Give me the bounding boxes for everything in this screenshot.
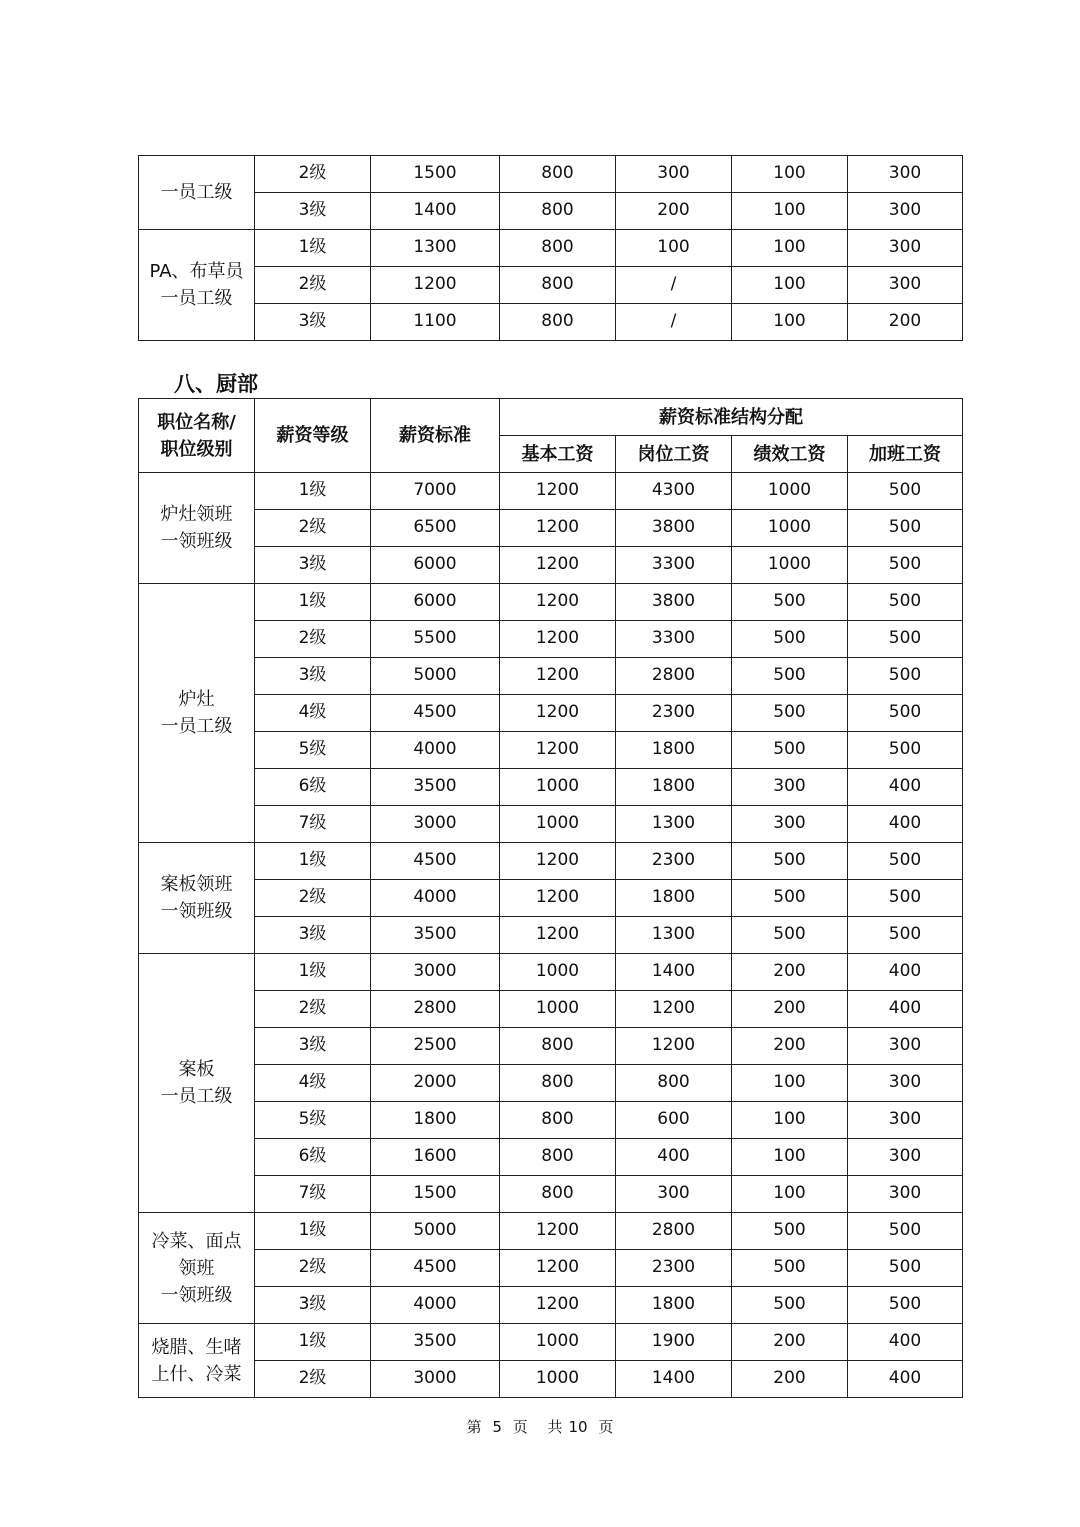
post-wage-cell: 2800 — [616, 658, 732, 695]
header-standard: 薪资标准 — [371, 399, 500, 473]
grade-cell: 3级 — [255, 547, 371, 584]
performance-wage-cell: 200 — [732, 991, 848, 1028]
grade-cell: 6级 — [255, 769, 371, 806]
post-wage-cell: 3300 — [616, 621, 732, 658]
grade-cell: 3级 — [255, 1028, 371, 1065]
grade-cell: 2级 — [255, 156, 371, 193]
post-wage-cell: / — [616, 267, 732, 304]
grade-cell: 5级 — [255, 1102, 371, 1139]
footer-page-current: 5 — [492, 1418, 502, 1436]
table-row — [139, 1361, 963, 1398]
overtime-wage-cell: 500 — [848, 1287, 963, 1324]
standard-cell: 7000 — [371, 473, 500, 510]
position-name-cell: 炉灶 一员工级 — [139, 584, 255, 843]
grade-cell: 1级 — [255, 1213, 371, 1250]
grade-cell: 6级 — [255, 1139, 371, 1176]
post-wage-cell: 1800 — [616, 769, 732, 806]
basic-wage-cell: 800 — [500, 193, 616, 230]
standard-cell: 6500 — [371, 510, 500, 547]
overtime-wage-cell: 300 — [848, 193, 963, 230]
post-wage-cell: 100 — [616, 230, 732, 267]
performance-wage-cell: 100 — [732, 230, 848, 267]
post-wage-cell: 1300 — [616, 917, 732, 954]
header-structure: 薪资标准结构分配 — [500, 399, 963, 436]
overtime-wage-cell: 500 — [848, 1213, 963, 1250]
standard-cell: 1600 — [371, 1139, 500, 1176]
basic-wage-cell: 1200 — [500, 1213, 616, 1250]
grade-cell: 3级 — [255, 658, 371, 695]
table-row — [139, 510, 963, 547]
performance-wage-cell: 100 — [732, 267, 848, 304]
standard-cell: 1300 — [371, 230, 500, 267]
performance-wage-cell: 300 — [732, 806, 848, 843]
post-wage-cell: 1400 — [616, 954, 732, 991]
performance-wage-cell: 500 — [732, 1287, 848, 1324]
post-wage-cell: 1800 — [616, 880, 732, 917]
grade-cell: 1级 — [255, 843, 371, 880]
basic-wage-cell: 1200 — [500, 547, 616, 584]
performance-wage-cell: 500 — [732, 584, 848, 621]
grade-cell: 1级 — [255, 230, 371, 267]
performance-wage-cell: 100 — [732, 156, 848, 193]
table-row — [139, 230, 963, 267]
header-basic: 基本工资 — [500, 436, 616, 473]
grade-cell: 5级 — [255, 732, 371, 769]
standard-cell: 3500 — [371, 917, 500, 954]
grade-cell: 3级 — [255, 1287, 371, 1324]
footer-page-unit: 页 — [512, 1418, 528, 1436]
performance-wage-cell: 300 — [732, 769, 848, 806]
overtime-wage-cell: 500 — [848, 1250, 963, 1287]
grade-cell: 4级 — [255, 1065, 371, 1102]
performance-wage-cell: 100 — [732, 193, 848, 230]
performance-wage-cell: 100 — [732, 1065, 848, 1102]
post-wage-cell: 1400 — [616, 1361, 732, 1398]
table-row — [139, 806, 963, 843]
table-row — [139, 1065, 963, 1102]
post-wage-cell: 2300 — [616, 843, 732, 880]
overtime-wage-cell: 200 — [848, 304, 963, 341]
post-wage-cell: 200 — [616, 193, 732, 230]
table-row — [139, 1213, 963, 1250]
post-wage-cell: 3300 — [616, 547, 732, 584]
performance-wage-cell: 500 — [732, 843, 848, 880]
overtime-wage-cell: 400 — [848, 769, 963, 806]
table-row — [139, 1287, 963, 1324]
position-name-cell: 案板领班 一领班级 — [139, 843, 255, 954]
performance-wage-cell: 500 — [732, 917, 848, 954]
standard-cell: 1400 — [371, 193, 500, 230]
standard-cell: 3500 — [371, 769, 500, 806]
grade-cell: 7级 — [255, 1176, 371, 1213]
overtime-wage-cell: 500 — [848, 695, 963, 732]
standard-cell: 3000 — [371, 806, 500, 843]
standard-cell: 1200 — [371, 267, 500, 304]
basic-wage-cell: 1200 — [500, 621, 616, 658]
performance-wage-cell: 500 — [732, 658, 848, 695]
footer-total-unit: 页 — [598, 1418, 614, 1436]
post-wage-cell: 1200 — [616, 1028, 732, 1065]
basic-wage-cell: 1000 — [500, 769, 616, 806]
salary-table-kitchen — [138, 398, 963, 1398]
standard-cell: 5000 — [371, 1213, 500, 1250]
table-row — [139, 584, 963, 621]
grade-cell: 2级 — [255, 267, 371, 304]
performance-wage-cell: 100 — [732, 1102, 848, 1139]
header-grade: 薪资等级 — [255, 399, 371, 473]
post-wage-cell: 300 — [616, 156, 732, 193]
page-footer — [0, 1416, 1080, 1437]
table-row — [139, 1250, 963, 1287]
standard-cell: 5000 — [371, 658, 500, 695]
position-name-cell: 炉灶领班 一领班级 — [139, 473, 255, 584]
standard-cell: 1100 — [371, 304, 500, 341]
basic-wage-cell: 1200 — [500, 732, 616, 769]
basic-wage-cell: 1200 — [500, 473, 616, 510]
basic-wage-cell: 1200 — [500, 510, 616, 547]
basic-wage-cell: 800 — [500, 1028, 616, 1065]
table-row — [139, 658, 963, 695]
standard-cell: 2000 — [371, 1065, 500, 1102]
table-row — [139, 1139, 963, 1176]
post-wage-cell: 1800 — [616, 1287, 732, 1324]
overtime-wage-cell: 300 — [848, 1028, 963, 1065]
post-wage-cell: 600 — [616, 1102, 732, 1139]
header-position: 职位名称/ 职位级别 — [139, 399, 255, 473]
basic-wage-cell: 1200 — [500, 695, 616, 732]
table-row — [139, 843, 963, 880]
table-row — [139, 769, 963, 806]
post-wage-cell: 1800 — [616, 732, 732, 769]
standard-cell: 3000 — [371, 1361, 500, 1398]
grade-cell: 4级 — [255, 695, 371, 732]
section-title-kitchen: 八、厨部 — [174, 372, 258, 396]
basic-wage-cell: 1200 — [500, 1287, 616, 1324]
basic-wage-cell: 800 — [500, 1065, 616, 1102]
table-row — [139, 267, 963, 304]
performance-wage-cell: 500 — [732, 1213, 848, 1250]
standard-cell: 4500 — [371, 1250, 500, 1287]
grade-cell: 2级 — [255, 991, 371, 1028]
overtime-wage-cell: 400 — [848, 954, 963, 991]
performance-wage-cell: 500 — [732, 1250, 848, 1287]
basic-wage-cell: 1200 — [500, 1250, 616, 1287]
table-row — [139, 991, 963, 1028]
performance-wage-cell: 200 — [732, 1028, 848, 1065]
overtime-wage-cell: 300 — [848, 156, 963, 193]
overtime-wage-cell: 500 — [848, 658, 963, 695]
grade-cell: 2级 — [255, 1250, 371, 1287]
post-wage-cell: 3800 — [616, 510, 732, 547]
grade-cell: 1级 — [255, 954, 371, 991]
overtime-wage-cell: 500 — [848, 584, 963, 621]
basic-wage-cell: 1200 — [500, 658, 616, 695]
overtime-wage-cell: 300 — [848, 1139, 963, 1176]
standard-cell: 4500 — [371, 843, 500, 880]
overtime-wage-cell: 500 — [848, 510, 963, 547]
basic-wage-cell: 1000 — [500, 954, 616, 991]
table-row — [139, 1324, 963, 1361]
table-row — [139, 1176, 963, 1213]
performance-wage-cell: 500 — [732, 732, 848, 769]
standard-cell: 6000 — [371, 584, 500, 621]
standard-cell: 4000 — [371, 880, 500, 917]
basic-wage-cell: 1000 — [500, 1361, 616, 1398]
performance-wage-cell: 100 — [732, 1176, 848, 1213]
standard-cell: 3500 — [371, 1324, 500, 1361]
header-post: 岗位工资 — [616, 436, 732, 473]
overtime-wage-cell: 500 — [848, 880, 963, 917]
performance-wage-cell: 1000 — [732, 473, 848, 510]
overtime-wage-cell: 500 — [848, 843, 963, 880]
post-wage-cell: 1900 — [616, 1324, 732, 1361]
table-row — [139, 473, 963, 510]
basic-wage-cell: 1000 — [500, 991, 616, 1028]
basic-wage-cell: 1000 — [500, 806, 616, 843]
overtime-wage-cell: 500 — [848, 732, 963, 769]
basic-wage-cell: 800 — [500, 1176, 616, 1213]
basic-wage-cell: 800 — [500, 230, 616, 267]
overtime-wage-cell: 400 — [848, 991, 963, 1028]
overtime-wage-cell: 400 — [848, 806, 963, 843]
standard-cell: 6000 — [371, 547, 500, 584]
grade-cell: 1级 — [255, 473, 371, 510]
table-row — [139, 547, 963, 584]
basic-wage-cell: 1200 — [500, 917, 616, 954]
table-row — [139, 621, 963, 658]
post-wage-cell: 2300 — [616, 695, 732, 732]
table-row — [139, 695, 963, 732]
grade-cell: 3级 — [255, 917, 371, 954]
table-row — [139, 156, 963, 193]
grade-cell: 2级 — [255, 510, 371, 547]
grade-cell: 3级 — [255, 193, 371, 230]
basic-wage-cell: 1200 — [500, 843, 616, 880]
standard-cell: 2500 — [371, 1028, 500, 1065]
table-row — [139, 193, 963, 230]
header-overtime: 加班工资 — [848, 436, 963, 473]
performance-wage-cell: 500 — [732, 880, 848, 917]
standard-cell: 4500 — [371, 695, 500, 732]
grade-cell: 2级 — [255, 880, 371, 917]
grade-cell: 2级 — [255, 621, 371, 658]
performance-wage-cell: 200 — [732, 954, 848, 991]
header-row-1 — [139, 399, 963, 436]
performance-wage-cell: 200 — [732, 1361, 848, 1398]
overtime-wage-cell: 300 — [848, 1065, 963, 1102]
post-wage-cell: 2300 — [616, 1250, 732, 1287]
overtime-wage-cell: 500 — [848, 547, 963, 584]
footer-page-label: 第 — [466, 1418, 482, 1436]
basic-wage-cell: 800 — [500, 304, 616, 341]
performance-wage-cell: 1000 — [732, 547, 848, 584]
grade-cell: 1级 — [255, 1324, 371, 1361]
post-wage-cell: 1200 — [616, 991, 732, 1028]
grade-cell: 2级 — [255, 1361, 371, 1398]
basic-wage-cell: 800 — [500, 156, 616, 193]
footer-total-pages: 10 — [568, 1418, 588, 1436]
standard-cell: 1500 — [371, 156, 500, 193]
overtime-wage-cell: 500 — [848, 917, 963, 954]
position-name-cell: 案板 一员工级 — [139, 954, 255, 1213]
basic-wage-cell: 1200 — [500, 584, 616, 621]
performance-wage-cell: 500 — [732, 621, 848, 658]
standard-cell: 3000 — [371, 954, 500, 991]
post-wage-cell: 1300 — [616, 806, 732, 843]
standard-cell: 4000 — [371, 1287, 500, 1324]
table-row — [139, 917, 963, 954]
table-row — [139, 732, 963, 769]
table-row — [139, 954, 963, 991]
overtime-wage-cell: 300 — [848, 1176, 963, 1213]
post-wage-cell: 300 — [616, 1176, 732, 1213]
grade-cell: 3级 — [255, 304, 371, 341]
performance-wage-cell: 100 — [732, 1139, 848, 1176]
table-row — [139, 1102, 963, 1139]
overtime-wage-cell: 300 — [848, 230, 963, 267]
standard-cell: 4000 — [371, 732, 500, 769]
standard-cell: 5500 — [371, 621, 500, 658]
standard-cell: 1500 — [371, 1176, 500, 1213]
grade-cell: 1级 — [255, 584, 371, 621]
performance-wage-cell: 200 — [732, 1324, 848, 1361]
table-row — [139, 304, 963, 341]
position-name-cell: PA、布草员 一员工级 — [139, 230, 255, 341]
overtime-wage-cell: 300 — [848, 1102, 963, 1139]
basic-wage-cell: 800 — [500, 1102, 616, 1139]
performance-wage-cell: 1000 — [732, 510, 848, 547]
post-wage-cell: 2800 — [616, 1213, 732, 1250]
position-name-cell: 烧腊、生啫 上什、冷菜 — [139, 1324, 255, 1398]
table-row — [139, 880, 963, 917]
performance-wage-cell: 100 — [732, 304, 848, 341]
position-name-cell: 冷菜、面点 领班 一领班级 — [139, 1213, 255, 1324]
performance-wage-cell: 500 — [732, 695, 848, 732]
standard-cell: 1800 — [371, 1102, 500, 1139]
post-wage-cell: / — [616, 304, 732, 341]
overtime-wage-cell: 400 — [848, 1361, 963, 1398]
overtime-wage-cell: 500 — [848, 621, 963, 658]
basic-wage-cell: 1200 — [500, 880, 616, 917]
overtime-wage-cell: 500 — [848, 473, 963, 510]
grade-cell: 7级 — [255, 806, 371, 843]
overtime-wage-cell: 400 — [848, 1324, 963, 1361]
table-row — [139, 1028, 963, 1065]
post-wage-cell: 4300 — [616, 473, 732, 510]
basic-wage-cell: 800 — [500, 1139, 616, 1176]
standard-cell: 2800 — [371, 991, 500, 1028]
post-wage-cell: 800 — [616, 1065, 732, 1102]
post-wage-cell: 3800 — [616, 584, 732, 621]
basic-wage-cell: 1000 — [500, 1324, 616, 1361]
salary-table-continued — [138, 155, 963, 341]
post-wage-cell: 400 — [616, 1139, 732, 1176]
position-name-cell: 一员工级 — [139, 156, 255, 230]
header-performance: 绩效工资 — [732, 436, 848, 473]
footer-total-label: 共 — [547, 1418, 563, 1436]
basic-wage-cell: 800 — [500, 267, 616, 304]
overtime-wage-cell: 300 — [848, 267, 963, 304]
